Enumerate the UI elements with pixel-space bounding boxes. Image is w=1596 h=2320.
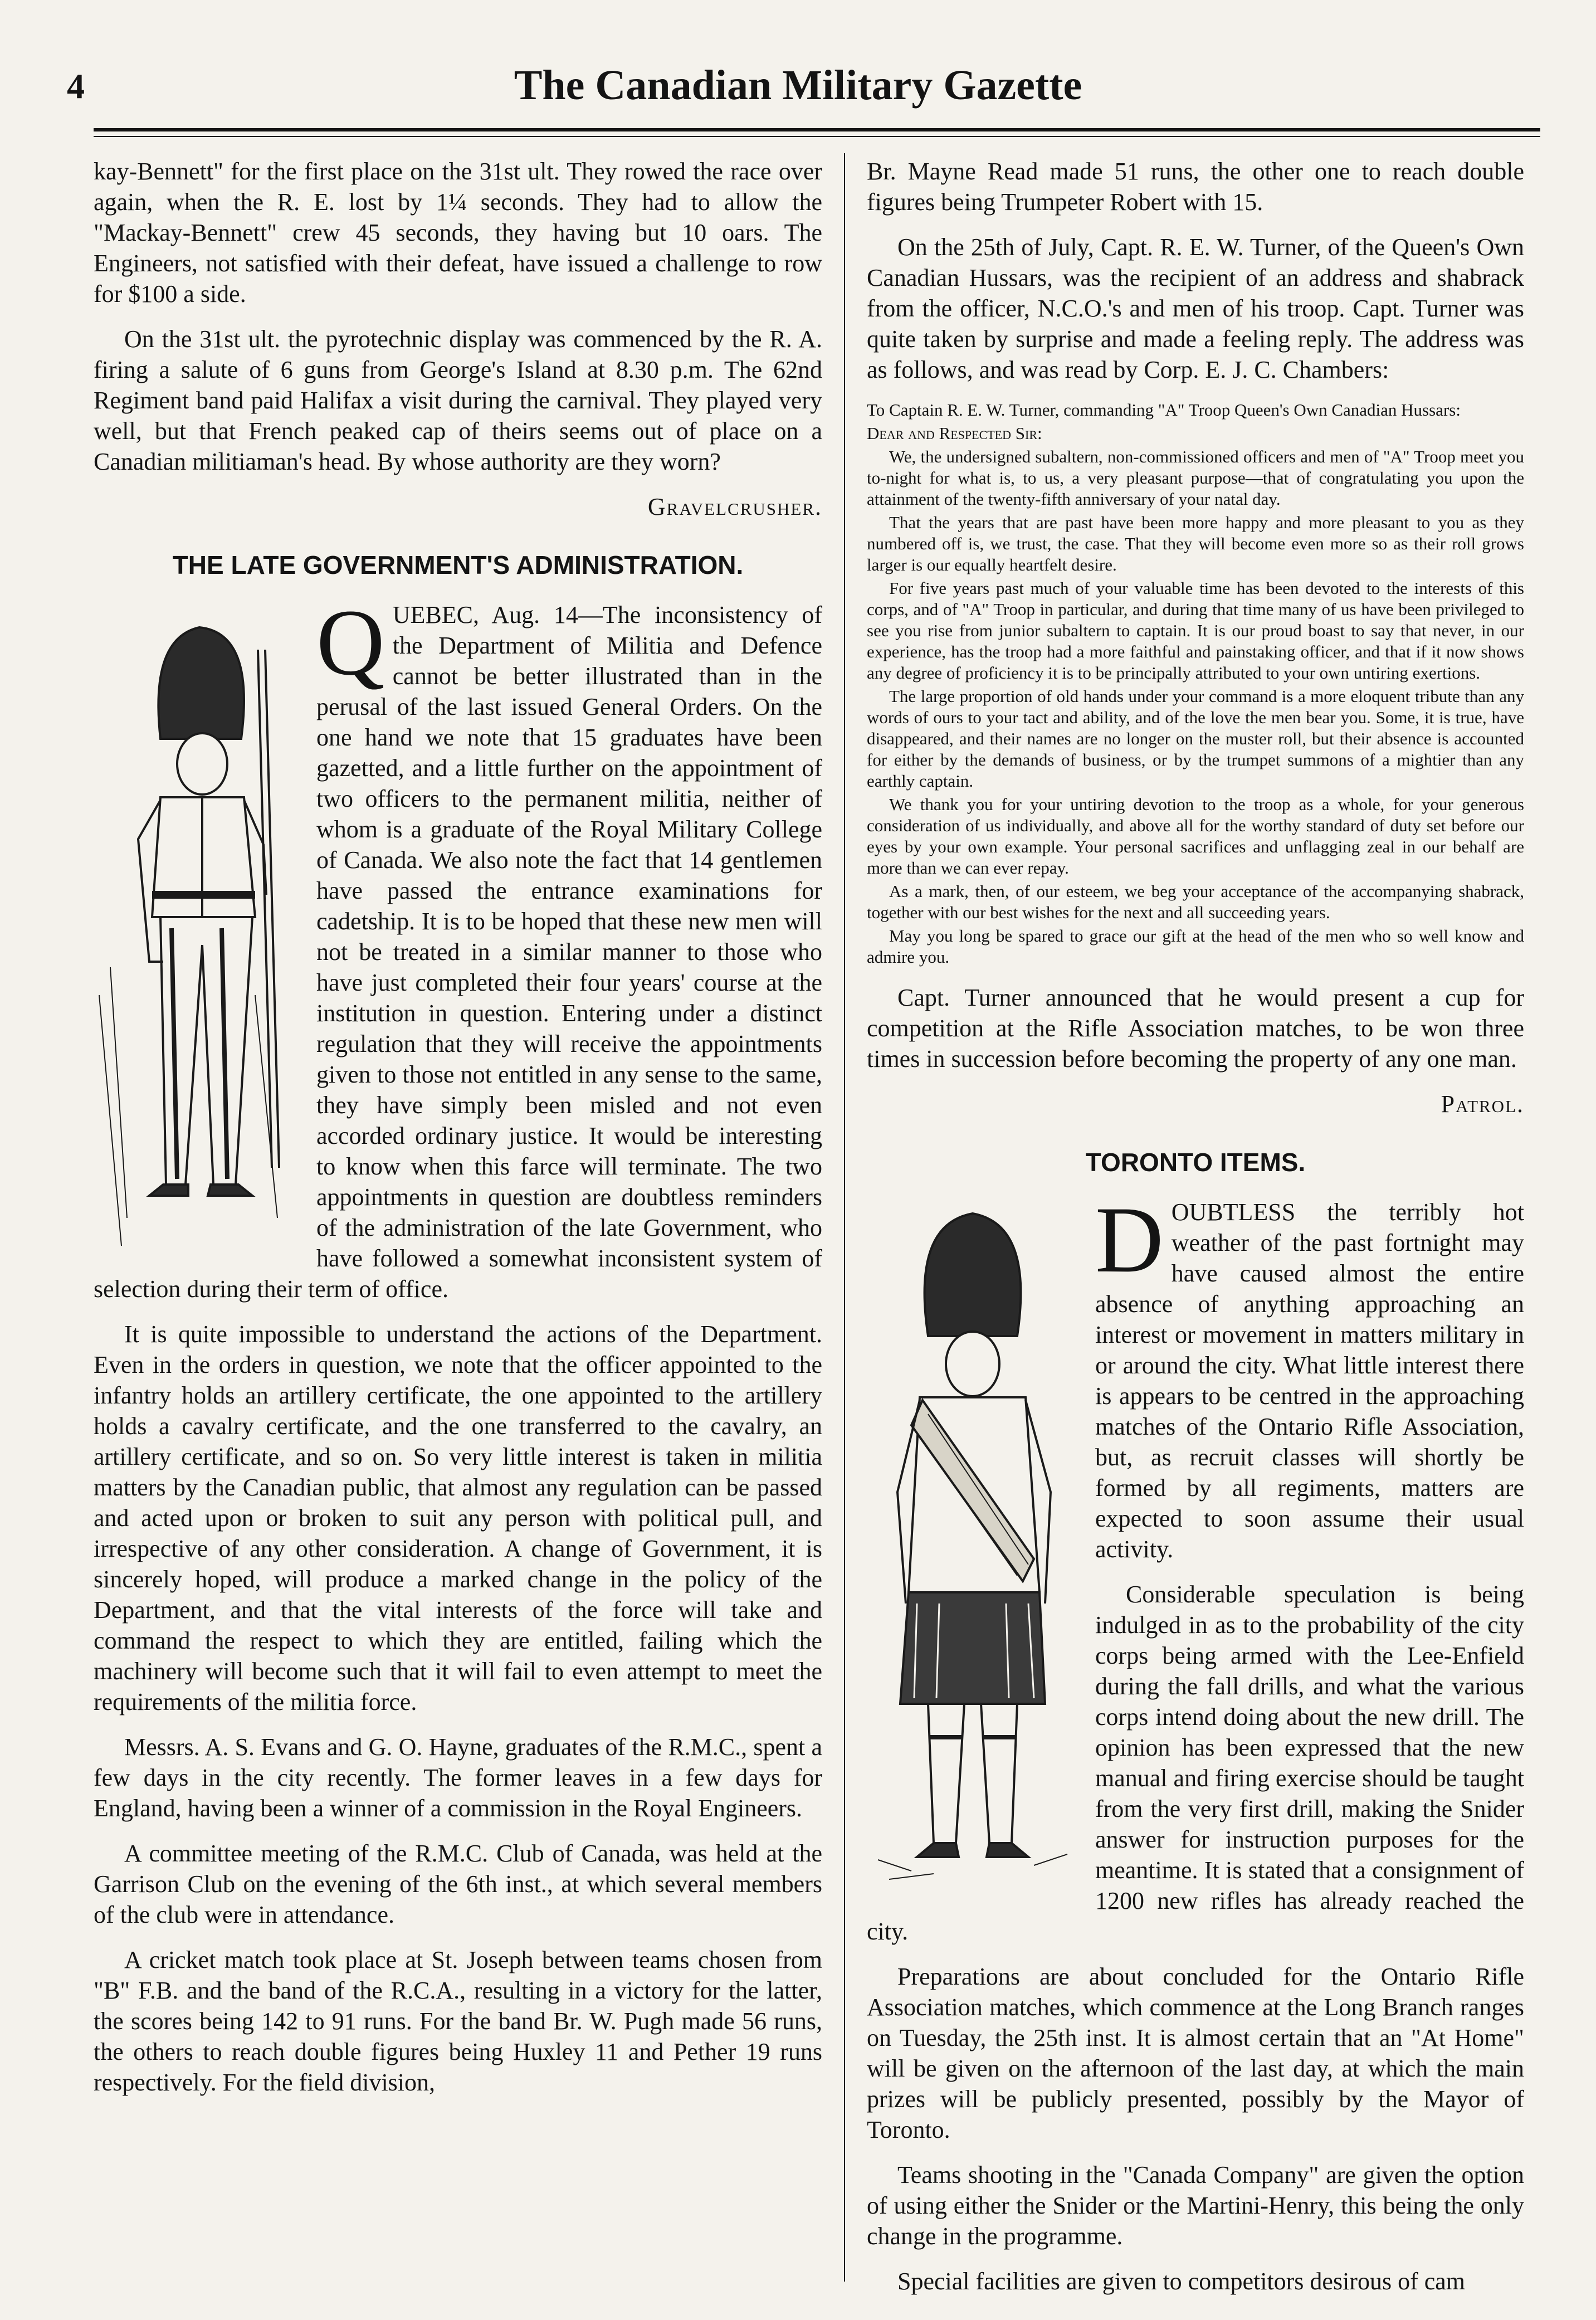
paragraph: Preparations are about concluded for the Ontario Rifle Association matches, which commence at the Long Branch ranges on Tuesday, the 25th inst. It is almost certain that an "At Home" will be given on the afternoon of the last day, at which the main prizes will be publicly presented, possibly by the Mayor of Toronto.	[867, 1963, 1524, 2143]
paragraph: A cricket match took place at St. Joseph between teams chosen from "B" F.B. and the band of the R.C.A., resulting in a victory for the latter, the scores being 142 to 91 runs. For the band Br. W. Pugh made 56 runs, the others to reach double figures being Huxley 11 and Pether 19 runs respectively. For the field division,	[94, 1946, 822, 2096]
drop-cap: Q	[316, 590, 385, 695]
paragraph: Considerable speculation is being indulged in as to the probability of the city corps being armed with the Lee-Enfield during the fall drills, and what the various corps intend doing about the new drill. The opinion has been expressed that the new manual and firing exercise should be taught from the very first drill, making the Snider answer for instruction purposes for the meantime. It is stated that a consignment of 1200 new rifles has already reached the city.	[867, 1581, 1524, 1945]
signature: Patrol.	[1441, 1090, 1524, 1118]
article-lead-paragraph: QUEBEC, Aug. 14—The inconsistency of the Department of Militia and Defence cannot be better illustrated than in the perusal of the last issued General Orders. On the one hand we note that 15 graduates have been gazetted, and a little further on the appointment of two officers to the permanent militia, neither of whom is a graduate of the Royal Military College of Canada. We also note the fact that 14 gentlemen have passed the entrance examinations for cadetship. It is to be hoped that these new men will not be treated in a similar manner to those who have just completed their four years' course at the institution in question. Entering under a distinct regulation that they will receive the appointments given to those not entitled in any sense to the same, they have simply been misled and not even accorded ordinary justice. It would be interesting to know when this farce will terminate. The two appointments in question are doubtless reminders of the administration of the late Government, who have followed a somewhat inconsistent system of selection during their term of office.	[94, 590, 822, 1303]
paragraph: Capt. Turner announced that he would present a cup for competition at the Rifle Association matches, to be won three times in succession before becoming the property of any one man.	[867, 984, 1524, 1073]
address-paragraph: For five years past much of your valuable time has been devoted to the interests of this corps, and of "A" Troop in particular, and during that time many of us have been privileged to see you rise from junior subaltern to captain. It is our proud boast to say that never, in our experience, has the troop had a more faithful and painstaking officer, and that if it now shows any degree of proficiency it is to be principally attributed to your own untiring exertions.	[867, 578, 1524, 683]
paragraph: It is quite impossible to understand the actions of the Department. Even in the orders in question, we note that the officer appointed to the infantry holds an artillery certificate, the one appointed to the artillery holds a cavalry certificate, and the one transferred to the cavalry, an artillery certificate, and so on. So very little interest is taken in militia matters by the Canadian public, that almost any regulation can be passed and acted upon or broken to suit any person with political pull, and irrespective of any other consideration. A change of Government, it is sincerely hoped, will produce a marked change in the policy of the Department, and that the vital interests of the force will take and command the respect to which they are entitled, failing which the machinery will become such that it will fail to even attempt to meet the requirements of the militia force.	[94, 1320, 822, 1715]
address-paragraph: We thank you for your untiring devotion to the troop as a whole, for your generous consideration of us individually, and above all for the worthy standard of duty set before our eyes by your own example. Your personal sacrifices and unflagging zeal in our behalf are more than we can ever repay.	[867, 795, 1524, 878]
address-paragraph: We, the undersigned subaltern, non-commissioned officers and men of "A" Troop meet you to-night for what is, to us, a very pleasant purpose—that of congratulating you upon the attainment of the twenty-fifth anniversary of your natal day.	[867, 447, 1524, 509]
article-lead-paragraph: DOUBTLESS the terribly hot weather of the past fortnight may have caused almost the entire absence of anything approaching an interest or movement in matters military in or around the city. What little interest there is appears to be centred in the approaching matches of the Ontario Rifle Association, but, as recruit classes will shortly be formed by all regiments, matters are expected to soon assume their usual activity.	[1095, 1187, 1524, 1563]
drop-cap: D	[1095, 1187, 1164, 1292]
address-salutation: Dear and Respected Sir:	[867, 423, 1042, 443]
paragraph: A committee meeting of the R.M.C. Club of Canada, was held at the Garrison Club on the evening of the 6th inst., at which several members of the club were in attendance.	[94, 1840, 822, 1928]
address-recipient: To Captain R. E. W. Turner, commanding "A" Troop Queen's Own Canadian Hussars:	[867, 400, 1461, 420]
address-paragraph: As a mark, then, of our esteem, we beg your acceptance of the accompanying shabrack, together with our best wishes for the next and all succeeding years.	[867, 881, 1524, 922]
paragraph: Br. Mayne Read made 51 runs, the other one to reach double figures being Trumpeter Robert with 15.	[867, 158, 1524, 216]
paragraph: Messrs. A. S. Evans and G. O. Hayne, graduates of the R.M.C., spent a few days in the city recently. The former leaves in a few days for England, having been a winner of a commission in the Royal Engineers.	[94, 1733, 822, 1822]
header-rule	[94, 128, 1540, 131]
soldier-figure-icon	[88, 605, 300, 1268]
header-rule-thin	[94, 136, 1540, 137]
article-title: TORONTO ITEMS.	[1085, 1148, 1306, 1177]
paragraph: Teams shooting in the "Canada Company" are given the option of using either the Snider or the Martini-Henry, this being the only change in the programme.	[867, 2161, 1524, 2250]
masthead: The Canadian Military Gazette	[514, 62, 1082, 109]
grenadier-illustration	[88, 605, 300, 1268]
paragraph: On the 31st ult. the pyrotechnic display was commenced by the R. A. firing a salute of 6 guns from George's Island at 8.30 p.m. The 62nd Regiment band paid Halifax a visit during the carnival. They played very well, but that French peaked cap of theirs seems out of place on a Canadian militiaman's head. By whose authority are they worn?	[94, 325, 822, 475]
address-paragraph: May you long be spared to grace our gift at the head of the men who so well know and admire you.	[867, 926, 1524, 967]
signature: Gravelcrusher.	[647, 493, 822, 520]
left-column	[94, 156, 822, 2112]
highlander-figure-icon	[867, 1202, 1078, 1904]
address-paragraph: The large proportion of old hands under your command is a more eloquent tribute than any words of ours to your tact and ability, and of the love the men bear you. Some, it is true, have disappeared, and their names are no longer on the muster roll, but their absence is accounted for either by the demands of business, or by the trumpet summons of a mightier than any earthly captain.	[867, 686, 1524, 791]
page-number: 4	[67, 66, 85, 106]
paragraph: On the 25th of July, Capt. R. E. W. Turner, of the Queen's Own Canadian Hussars, was the recipient of an address and shabrack from the officer, N.C.O.'s and men of his troop. Capt. Turner was quite taken by surprise and made a feeling reply. The address was as follows, and was read by Corp. E. J. C. Chambers:	[867, 233, 1524, 383]
paragraph: kay-Bennett" for the first place on the 31st ult. They rowed the race over again, when the R. E. lost by 1¼ seconds. They had to allow the "Mackay-Bennett" crew 45 seconds, they having but 10 oars. The Engineers, not satisfied with their defeat, have issued a challenge to row for $100 a side.	[94, 158, 822, 308]
article-title: THE LATE GOVERNMENT'S ADMINISTRATION.	[172, 550, 744, 579]
address-block	[867, 399, 1524, 968]
column-divider	[844, 153, 845, 2282]
paragraph: Special facilities are given to competitors desirous of cam	[897, 2268, 1466, 2295]
address-paragraph: That the years that are past have been more happy and more pleasant to you as they numbered off is, we trust, the case. That they will become even more so as their roll grows larger is our equally heartfelt desire.	[867, 513, 1524, 574]
right-column	[867, 156, 1524, 2311]
highlander-illustration	[867, 1202, 1078, 1904]
